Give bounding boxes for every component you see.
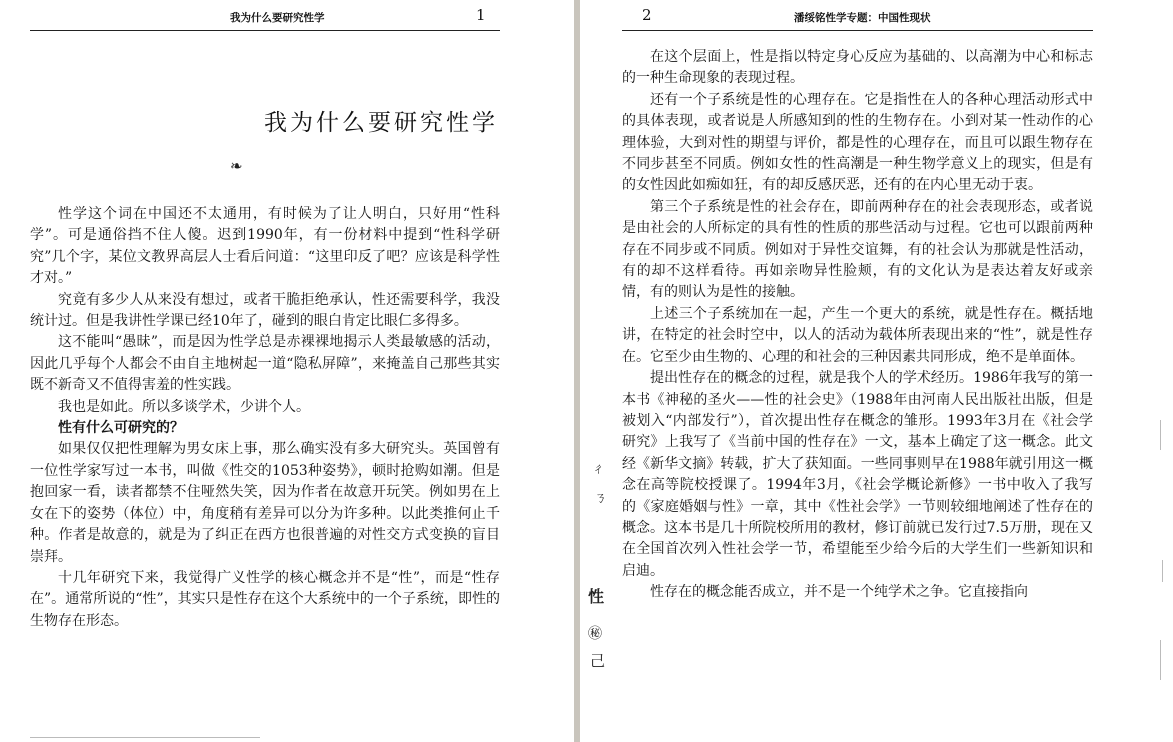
header-rule [30, 30, 500, 31]
section-heading: 性有什么可研究的？ [58, 420, 184, 437]
header-rule [622, 30, 1093, 31]
paragraph: 性学这个词在中国还不太通用，有时候为了让人明白，只好用“性科学”。可是通俗挡不住人傻。迟到1990年，有一份材料中提到“性科学研究”几个字，某位文教界高层人士看后问道：“这里印反了吧？应该是科学性才对。” [30, 206, 500, 287]
paragraph: 性存在的概念能否成立，并不是一个纯学术之争。它直接指向 [650, 584, 1028, 601]
edge-mark [1160, 420, 1161, 450]
paragraph: 提出性存在的概念的过程，就是我个人的学术经历。1986年我写的第一本书《神秘的圣火——性的社会史》（1988年由河南人民出版社出版，但是被划入“内部发行”），首次提出性存在概念的雏形。1993年3月在《社会学研究》上我写了《当前中国的性存在》一文，基本上确定了这一概念。此文经《新华文摘》转载，扩大了获知面。一些同事则早在1988年就引用这一概念在高等院校授课了。1994年3月，《社会学概论新修》一书中收入了我写的《家庭婚姻与性》一章，其中《性社会学》一节则较细地阐述了性存在的概念。这本书是几十所院校所用的教材，修订前就已发行过7.5万册，现在又在全国首次列入性社会学一节，希望能至少给今后的大学生们一些新知识和启迪。 [622, 370, 1093, 579]
paragraph: 十几年研究下来，我觉得广义性学的核心概念并不是“性”，而是“性存在”。通常所说的“性”，其实只是性存在这个大系统中的一个子系统，即性的生物存在形态。 [30, 569, 500, 629]
margin-note: 性 [588, 587, 605, 606]
running-head: 潘绥铭性学专题：中国性现状 [794, 12, 931, 24]
right-page [580, 0, 1173, 742]
paragraph: 如果仅仅把性理解为男女床上事，那么确实没有多大研究头。英国曾有一位性学家写过一本书，叫做《性交的1053种姿势》，顿时抢购如潮。但是抱回家一看，读者都禁不住哑然失笑，因为作者在故意开玩笑。例如男在上女在下的姿势（体位）中，角度稍有差异可以分为许多种。以此类推何止千种。作者是故意的，就是为了纠正在西方也很普遍的对性交方式变换的盲目崇拜。 [30, 441, 500, 565]
paragraph: 我也是如此。所以多谈学术，少讲个人。 [58, 398, 310, 415]
margin-note: ㄋ [594, 491, 608, 506]
running-head: 我为什么要研究性学 [230, 12, 325, 24]
paragraph: 究竟有多少人从来没有想过，或者干脆拒绝承认，性还需要科学，我没统计过。但是我讲性学课已经10年了，碰到的眼白肯定比眼仁多得多。 [30, 291, 500, 330]
paragraph: 上述三个子系统加在一起，产生一个更大的系统，就是性存在。概括地讲，在特定的社会时空中，以人的活动为载体所表现出来的“性”，就是性存在。它至少由生物的、心理的和社会的三种因素共同形成，绝不是单面体。 [622, 305, 1093, 365]
page-number: 1 [476, 6, 486, 24]
ornament-icon: ❧ [230, 157, 243, 175]
body-text [622, 47, 1093, 604]
edge-mark [1162, 560, 1163, 582]
margin-note: 己 [590, 652, 606, 670]
paragraph: 这不能叫“愚昧”，而是因为性学总是赤裸裸地揭示人类最敏感的活动，因此几乎每个人都会不由自主地树起一道“隐私屏障”，来掩盖自己那些其实既不新奇又不值得害羞的性实践。 [30, 334, 500, 394]
paragraph: 在这个层面上，性是指以特定身心反应为基础的、以高潮为中心和标志的一种生命现象的表现过程。 [622, 49, 1093, 87]
margin-note: ㊙ [588, 626, 602, 642]
paragraph: 第三个子系统是性的社会存在，即前两种存在的社会表现形态，或者说是由社会的人所标定的具有性的性质的那些活动与过程。它也可以跟前两种存在不同步或不同质。例如对于异性交谊舞，有的社会认为那就是性活动，有的却不这样看待。再如亲吻异性脸颊，有的文化认为是表达着友好或亲情，有的则认为是性的接触。 [622, 198, 1093, 301]
chapter-title: 我为什么要研究性学 [264, 110, 498, 136]
edge-mark [1160, 640, 1161, 680]
footer-rule [30, 737, 260, 738]
margin-note: ㄔ [592, 462, 606, 477]
left-page [0, 0, 574, 742]
page-number: 2 [642, 6, 652, 24]
body-text [30, 204, 500, 632]
paragraph: 还有一个子系统是性的心理存在。它是指性在人的各种心理活动形式中的具体表现，或者说是人所感知到的性的生物存在。小到对某一性动作的心理体验，大到对性的期望与评价，都是性的心理存在，而且可以跟生物存在不同步甚至不同质。例如女性的性高潮是一种生物学意义上的现实，但是有的女性因此如痴如狂，有的却反感厌恶，还有的在内心里无动于衷。 [622, 91, 1093, 194]
